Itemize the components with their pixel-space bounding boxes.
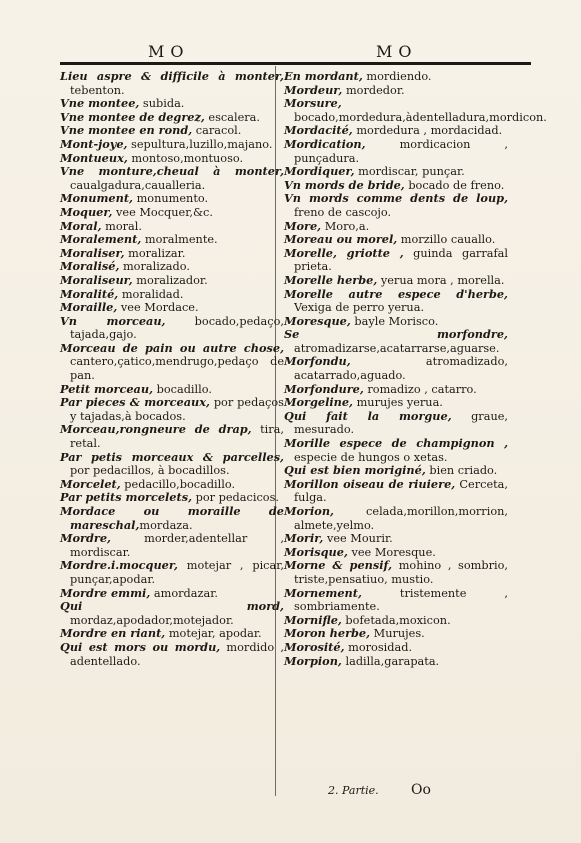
entry-translation: Moro,a.	[321, 219, 370, 233]
entry-translation: caualgadura,caualleria.	[70, 178, 206, 192]
entry-headword: Morne & pensif,	[284, 558, 393, 573]
dictionary-entry	[284, 396, 508, 410]
entry-headword: Mordication,	[284, 136, 366, 151]
dictionary-entry	[284, 546, 508, 560]
entry-translation: caracol.	[192, 124, 242, 138]
entry-translation: bien criado.	[425, 464, 498, 478]
entry-headword: Par pieces & morceaux,	[60, 395, 210, 410]
entry-headword: Morceau de pain ou autre chose,	[60, 340, 284, 355]
entry-headword: Moraliseur,	[60, 272, 133, 287]
entry-headword: Qui est mors ou mordu,	[60, 639, 221, 654]
entry-translation: Cerceta, fulga.	[294, 477, 508, 505]
entry-translation: cantero,çatico,mendrugo,pedaço de pan.	[70, 355, 284, 383]
entry-headword: Par petis morceaux & parcelles,	[60, 449, 284, 464]
entry-translation: mordedor.	[342, 83, 405, 97]
entry-translation: vee Mourir.	[323, 532, 393, 546]
dictionary-entry	[284, 627, 508, 641]
dictionary-entry	[284, 478, 508, 505]
entry-translation: atromadizado, acatarrado,aguado.	[294, 355, 508, 383]
dictionary-entry	[284, 655, 508, 669]
dictionary-entry	[284, 288, 508, 315]
dictionary-entry	[60, 97, 284, 111]
entry-headword: Morisque,	[284, 544, 348, 559]
entry-translation: monumento.	[132, 192, 209, 206]
entry-headword: Morosité,	[284, 639, 345, 654]
dictionary-entry	[60, 165, 284, 192]
dictionary-entry	[284, 84, 508, 98]
entry-translation: moralizador.	[132, 273, 208, 287]
header-left: MO	[148, 42, 190, 61]
entry-headword: Morpion,	[284, 653, 342, 668]
entry-translation: Murujes.	[370, 627, 425, 641]
entry-translation: montoso,montuoso.	[127, 151, 244, 165]
entry-translation: vee Moresque.	[347, 545, 436, 559]
dictionary-entry	[60, 423, 284, 450]
dictionary-entry	[60, 301, 284, 315]
entry-translation: motejar, apodar.	[165, 627, 262, 641]
entry-translation: yerua mora , morella.	[377, 273, 505, 287]
entry-translation: bofetada,moxicon.	[341, 613, 451, 627]
entry-headword: Petit morceau,	[60, 381, 154, 396]
entry-headword: Morelle autre espece d'herbe,	[284, 286, 508, 301]
entry-translation: mordedura , mordacidad.	[352, 124, 503, 138]
entry-headword: Mordre en riant,	[60, 626, 166, 641]
entry-headword: Vn mords de bride,	[284, 177, 405, 192]
dictionary-entry	[60, 505, 284, 532]
entry-translation: freno de cascojo.	[294, 205, 392, 219]
dictionary-entry	[60, 315, 284, 342]
entry-headword: Qui est bien moriginé,	[284, 463, 426, 478]
dictionary-entry	[284, 220, 508, 234]
entry-headword: Morion,	[284, 504, 334, 518]
entry-headword: Moralisé,	[60, 259, 120, 274]
entry-headword: Lieu aspre & difficile à monter,	[60, 69, 284, 83]
dictionary-entry	[60, 192, 284, 206]
entry-headword: Morelle, griotte ,	[284, 245, 404, 260]
entry-translation: mordido , adentellado.	[70, 640, 284, 668]
entry-translation: bocado de freno.	[404, 178, 505, 192]
entry-headword: Mornifle,	[284, 612, 342, 627]
entry-headword: Morir,	[284, 531, 324, 546]
running-header	[60, 38, 531, 62]
page-footer	[316, 782, 516, 800]
entry-translation: Vexiga de perro yerua.	[294, 301, 425, 315]
entry-translation: bocadillo.	[153, 382, 212, 396]
entry-headword: Mordre emmi,	[60, 585, 151, 600]
entry-headword: Morille espece de champignon ,	[284, 436, 508, 451]
entry-headword: Mordre,	[60, 531, 111, 546]
entry-translation: mordaza.	[139, 518, 193, 532]
dictionary-entry	[284, 383, 508, 397]
entry-headword: En mordant,	[284, 69, 363, 83]
entry-headword: Vn mords comme dents de loup,	[284, 191, 508, 206]
dictionary-entry	[284, 641, 508, 655]
entry-translation: celada,morillon,morrion, almete,yelmo.	[294, 505, 508, 532]
dictionary-entry	[60, 288, 284, 302]
dictionary-entry	[60, 627, 284, 641]
entry-headword: Qui mord,	[60, 599, 284, 614]
dictionary-entry	[284, 274, 508, 288]
entry-translation: vee Mocquer,&c.	[112, 205, 213, 219]
entry-headword: Moralité,	[60, 286, 119, 301]
entry-headword: Vne montee de degrez,	[60, 109, 205, 124]
entry-translation: amordazar.	[150, 586, 218, 600]
dictionary-entry	[60, 260, 284, 274]
entry-headword: Vne monture,cheual à monter,	[60, 164, 284, 179]
entry-headword: Moraliser,	[60, 245, 125, 260]
entry-translation: mordiscar, punçar.	[354, 165, 465, 179]
dictionary-entry	[60, 274, 284, 288]
dictionary-entry	[284, 532, 508, 546]
entry-headword: More,	[284, 218, 322, 233]
entry-headword: Moresque,	[284, 313, 351, 328]
signature-mark: 2. Partie.	[328, 784, 379, 797]
entry-translation: pedacillo,bocadillo.	[120, 477, 236, 491]
entry-headword: Qui fait la morgue,	[284, 408, 452, 423]
entry-translation: moral.	[101, 219, 142, 233]
entry-translation: mordaz,apodador,motejador.	[70, 613, 234, 627]
dictionary-entry	[60, 342, 284, 383]
entry-translation: especie de hungos o xetas.	[294, 450, 448, 464]
dictionary-entry	[60, 138, 284, 152]
dictionary-entry	[60, 70, 284, 97]
entry-translation: romadizo , catarro.	[363, 382, 477, 396]
entry-translation: bocado,mordedura,àdentelladura,mordicon.	[294, 110, 547, 124]
dictionary-entry	[284, 355, 508, 382]
dictionary-entry	[284, 124, 508, 138]
entry-headword: Moreau ou morel,	[284, 232, 398, 247]
dictionary-entry	[284, 138, 508, 165]
dictionary-entry	[284, 410, 508, 437]
dictionary-entry	[60, 233, 284, 247]
dictionary-entry	[284, 179, 508, 193]
entry-headword: Moral,	[60, 218, 102, 233]
dictionary-entry	[60, 532, 284, 559]
entry-headword: Vn morceau,	[60, 313, 166, 328]
dictionary-entry	[60, 587, 284, 601]
entry-translation: murujes yerua.	[353, 396, 443, 410]
dictionary-entry	[60, 383, 284, 397]
entry-headword: Mordiquer,	[284, 164, 355, 179]
entry-headword: Monument,	[60, 191, 133, 206]
entry-translation: morzillo cauallo.	[397, 233, 496, 247]
entry-headword: Montueux,	[60, 150, 128, 165]
dictionary-entry	[60, 559, 284, 586]
dictionary-entry	[284, 505, 508, 532]
entry-headword: Mordace ou moraille de mareschal,	[60, 504, 284, 532]
dictionary-entry	[284, 233, 508, 247]
entry-headword: Morsure,	[284, 96, 342, 111]
dictionary-entry	[60, 641, 284, 668]
entry-headword: Moraille,	[60, 300, 118, 315]
dictionary-entry	[60, 152, 284, 166]
dictionary-entry	[284, 192, 508, 219]
entry-translation: morosidad.	[344, 640, 413, 654]
entry-translation: motejar , picar, punçar,apodar.	[70, 559, 284, 586]
entry-headword: Par petits morcelets,	[60, 490, 192, 505]
dictionary-entry	[60, 478, 284, 492]
entry-translation: moralidad.	[118, 287, 184, 301]
entry-translation: mordicacion , punçadura.	[294, 137, 508, 165]
dictionary-entry	[60, 111, 284, 125]
entry-translation: escalera.	[204, 110, 260, 124]
header-right: MO	[376, 42, 418, 61]
dictionary-entry	[284, 315, 508, 329]
entry-headword: Mornement,	[284, 585, 362, 600]
dictionary-entry	[284, 614, 508, 628]
dictionary-entry	[284, 247, 508, 274]
entry-translation: moralizar.	[124, 246, 186, 260]
entry-headword: Moquer,	[60, 204, 113, 219]
entry-translation: por pedacicos.	[192, 491, 279, 505]
entry-headword: Morceau,rongneure de drap,	[60, 422, 252, 437]
dictionary-entry	[284, 464, 508, 478]
entry-translation: sepultura,luzillo,majano.	[127, 137, 273, 151]
entry-translation: vee Mordace.	[117, 301, 199, 315]
dictionary-entry	[60, 247, 284, 261]
entry-headword: Moralement,	[60, 232, 142, 247]
entry-translation: graue, mesurado.	[294, 409, 508, 437]
entry-translation: bayle Morisco.	[350, 314, 439, 328]
entry-translation: bocado,pedaço, tajada,gajo.	[70, 314, 284, 342]
entry-translation: mohino , sombrio, triste,pensatiuo, mustio.	[294, 559, 508, 586]
entry-translation: moralmente.	[141, 233, 218, 247]
dictionary-entry	[284, 96, 547, 124]
header-rule	[60, 62, 531, 65]
entry-translation: guinda garrafal prieta.	[294, 246, 508, 274]
entry-headword: Morgeline,	[284, 395, 353, 410]
dictionary-entry	[60, 396, 284, 423]
entry-translation: ladilla,garapata.	[341, 654, 440, 668]
entry-headword: Morfondure,	[284, 381, 364, 396]
right-column	[284, 69, 547, 668]
entry-headword: Mordeur,	[284, 82, 343, 97]
entry-translation: tebenton.	[70, 83, 125, 97]
dictionary-entry	[60, 600, 284, 627]
entry-translation: tira, retal.	[70, 423, 284, 451]
dictionary-entry	[284, 559, 508, 586]
dictionary-entry	[284, 165, 508, 179]
entry-headword: Vne montee,	[60, 96, 140, 111]
entry-headword: Vne montee en rond,	[60, 123, 193, 138]
entry-headword: Moron herbe,	[284, 626, 371, 641]
left-column	[60, 70, 284, 668]
dictionary-entry	[60, 206, 284, 220]
entry-translation: por pedacillos, à bocadillos.	[70, 464, 230, 478]
dictionary-entry	[284, 587, 508, 614]
entry-headword: Mont-joye,	[60, 136, 128, 151]
entry-translation: atromadizarse,acatarrarse,aguarse.	[294, 341, 500, 355]
dictionary-entry	[284, 437, 508, 464]
entry-headword: Se morfondre,	[284, 327, 508, 342]
entry-translation: morder,adentellar , mordiscar.	[70, 532, 284, 559]
dictionary-entry	[60, 451, 284, 478]
entry-translation: por pedaços y tajadas,à bocados.	[70, 396, 284, 423]
entry-headword: Morcelet,	[60, 476, 121, 491]
entry-headword: Mordre.i.mocquer,	[60, 558, 178, 573]
dictionary-entry	[60, 220, 284, 234]
entry-translation: subida.	[139, 97, 185, 111]
catchword: Oo	[411, 782, 431, 798]
entry-headword: Morelle herbe,	[284, 272, 378, 287]
entry-translation: mordiendo.	[362, 70, 432, 83]
entry-headword: Morfondu,	[284, 354, 351, 369]
dictionary-entry	[60, 124, 284, 138]
entry-headword: Morillon oiseau de riuiere,	[284, 476, 456, 491]
entry-translation: moralizado.	[119, 260, 190, 274]
dictionary-entry	[60, 491, 284, 505]
dictionary-entry	[284, 328, 508, 355]
dictionary-entry	[284, 70, 508, 84]
entry-headword: Mordacité,	[284, 123, 353, 138]
entry-translation: tristemente , sombriamente.	[294, 586, 508, 614]
